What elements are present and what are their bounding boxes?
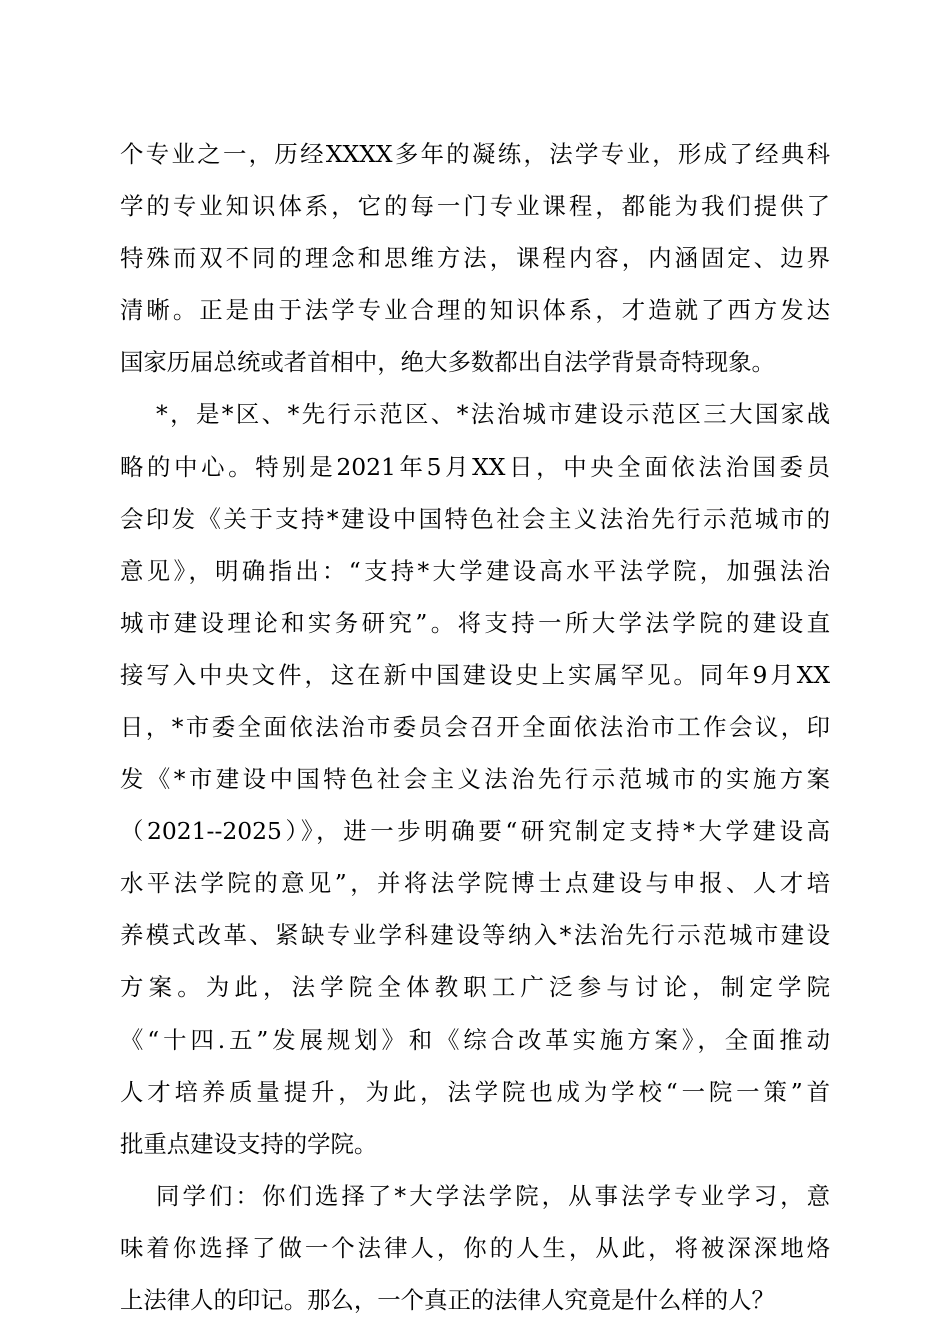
text-line: 特殊而双不同的理念和思维方法，课程内容，内涵固定、边界 bbox=[120, 244, 830, 273]
text-line: 上法律人的印记。那么，一个真正的法律人究竟是什么样的人？ bbox=[120, 1286, 775, 1314]
text-line: 养模式改革、紧缺专业学科建设等纳入*法治先行示范城市建设 bbox=[120, 921, 830, 950]
text-line: 略的中心。特别是2021年5月XX日，中央全面依法治国委员 bbox=[120, 452, 830, 481]
text-line: 《“十四.五”发展规划》和《综合改革实施方案》，全面推动 bbox=[120, 1025, 830, 1054]
text-line: *，是*区、*先行示范区、*法治城市建设示范区三大国家战 bbox=[156, 400, 830, 429]
text-line: 批重点建设支持的学院。 bbox=[120, 1129, 378, 1158]
text-line: 日，*市委全面依法治市委员会召开全面依法治市工作会议，印 bbox=[120, 713, 830, 741]
text-line: 城市建设理论和实务研究”。将支持一所大学法学院的建设直 bbox=[120, 608, 830, 637]
text-line: （2021--2025）》，进一步明确要“研究制定支持*大学建设高 bbox=[120, 817, 830, 846]
text-line: 同学们：你们选择了*大学法学院，从事法学专业学习，意 bbox=[156, 1181, 830, 1210]
text-line: 国家历届总统或者首相中，绝大多数都出自法学背景奇特现象。 bbox=[120, 348, 775, 377]
text-line: 意见》，明确指出：“支持*大学建设高水平法学院，加强法治 bbox=[120, 556, 830, 585]
text-line: 清晰。正是由于法学专业合理的知识体系，才造就了西方发达 bbox=[120, 296, 830, 325]
text-line: 学的专业知识体系，它的每一门专业课程，都能为我们提供了 bbox=[120, 192, 830, 221]
text-line: 发《*市建设中国特色社会主义法治先行示范城市的实施方案 bbox=[120, 765, 830, 794]
text-line: 个专业之一，历经XXXX多年的凝练，法学专业，形成了经典科 bbox=[120, 140, 830, 168]
text-line: 味着你选择了做一个法律人，你的人生，从此，将被深深地烙 bbox=[120, 1233, 830, 1262]
text-line: 接写入中央文件，这在新中国建设史上实属罕见。同年9月XX bbox=[120, 660, 830, 689]
text-line: 水平法学院的意见”，并将法学院博士点建设与申报、人才培 bbox=[120, 869, 830, 898]
text-line: 人才培养质量提升，为此，法学院也成为学校“一院一策”首 bbox=[120, 1077, 830, 1106]
text-line: 方案。为此，法学院全体教职工广泛参与讨论，制定学院 bbox=[120, 973, 830, 1002]
text-line: 会印发《关于支持*建设中国特色社会主义法治先行示范城市的 bbox=[120, 504, 830, 533]
